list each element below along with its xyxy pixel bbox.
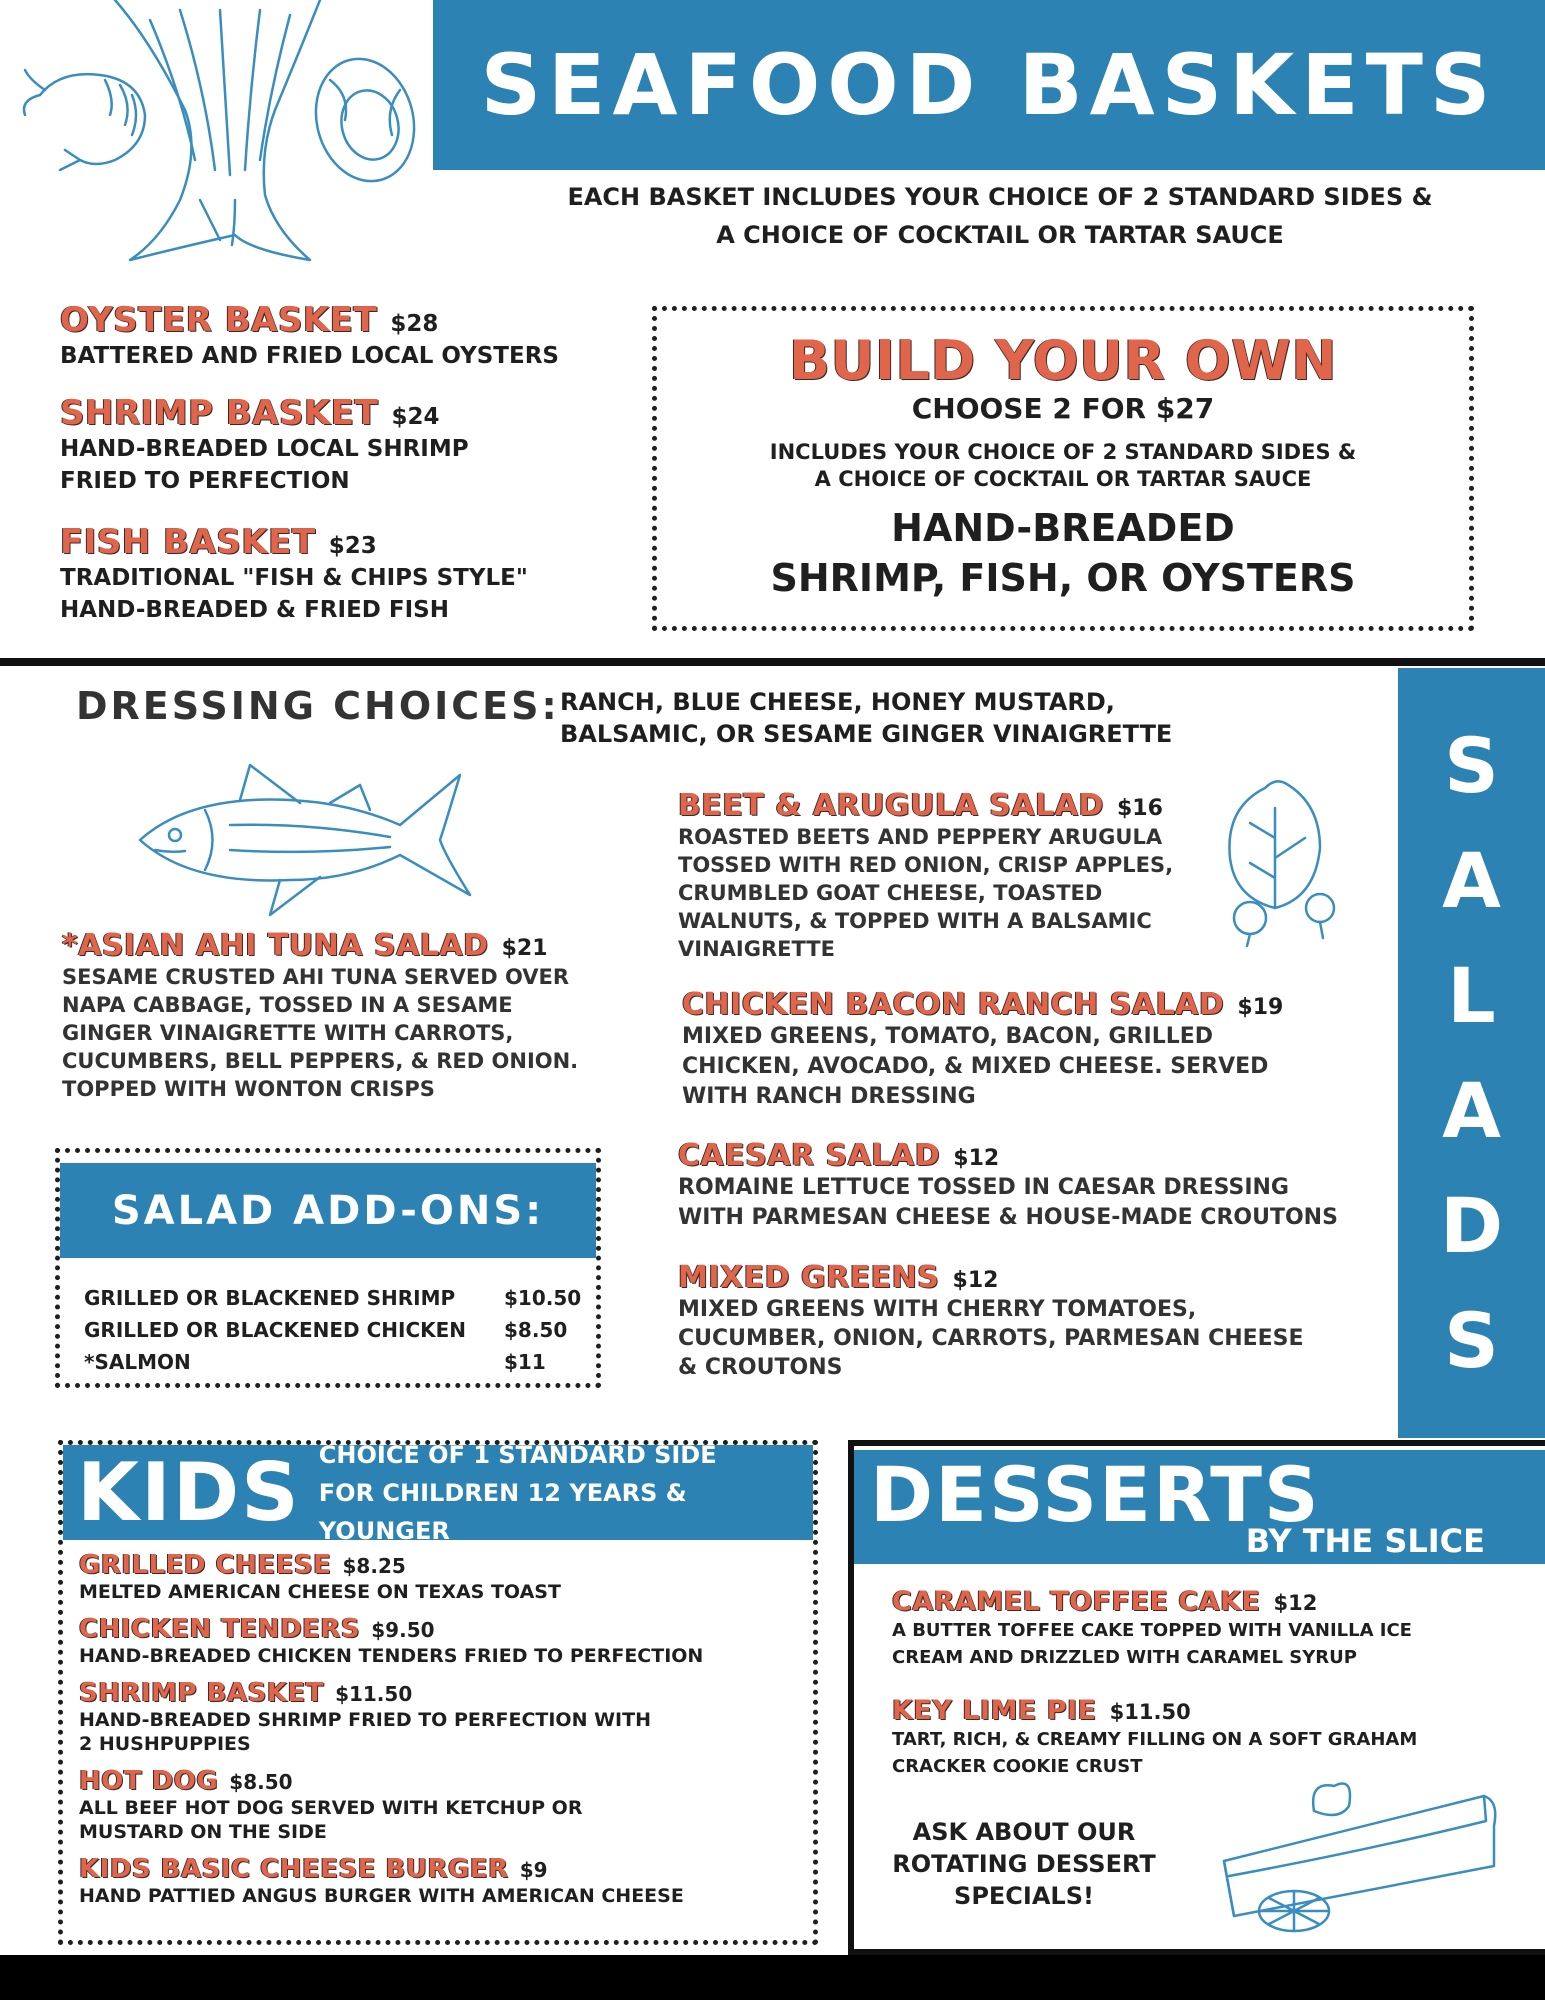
- addon-row: [84, 1282, 596, 1314]
- salads-letter: S: [1444, 721, 1499, 810]
- item-desc: MELTED AMERICAN CHEESE ON TEXAS TOAST: [79, 1581, 561, 1603]
- item-price: $11.50: [1109, 1700, 1191, 1724]
- item-desc: CRUMBLED GOAT CHEESE, TOASTED: [678, 881, 1103, 905]
- dressing-label: DRESSING CHOICES:: [76, 684, 560, 728]
- kids-list: [63, 1540, 813, 1908]
- item-name: *ASIAN AHI TUNA SALAD: [62, 928, 489, 963]
- item-price: $24: [391, 404, 440, 430]
- seafood-title: SEAFOOD BASKETS: [480, 36, 1498, 134]
- item-desc: TOPPED WITH WONTON CRISPS: [62, 1077, 435, 1101]
- specials-line1: ASK ABOUT OUR: [912, 1818, 1136, 1846]
- item-desc: ROMAINE LETTUCE TOSSED IN CAESAR DRESSING: [678, 1175, 1289, 1200]
- fish-tail-icon: [20, 0, 430, 270]
- desserts-box: [848, 1440, 1545, 1955]
- item-desc: ROASTED BEETS AND PEPPERY ARUGULA: [678, 825, 1163, 849]
- item-desc: GINGER VINAIGRETTE WITH CARROTS,: [62, 1021, 514, 1045]
- addons-title: SALAD ADD-ONS:: [111, 1187, 545, 1234]
- item-name: BEET & ARUGULA SALAD: [678, 788, 1104, 823]
- item-desc: SESAME CRUSTED AHI TUNA SERVED OVER: [62, 965, 570, 989]
- salads-letter: L: [1447, 951, 1496, 1040]
- tuna-icon: [130, 755, 480, 925]
- item-name: GRILLED CHEESE: [79, 1550, 332, 1580]
- item-desc: TRADITIONAL "FISH & CHIPS STYLE": [60, 565, 528, 591]
- build-your-own-box: [652, 306, 1474, 631]
- kids-item: [79, 1614, 813, 1668]
- seafood-icons: [20, 0, 430, 270]
- item-name: KIDS BASIC CHEESE BURGER: [79, 1854, 509, 1884]
- item-desc: TART, RICH, & CREAMY FILLING ON A SOFT GRAHAM: [892, 1729, 1418, 1750]
- item-price: $23: [328, 533, 377, 559]
- addon-label: GRILLED OR BLACKENED SHRIMP: [84, 1286, 456, 1310]
- item-price: $8.25: [342, 1554, 406, 1578]
- salad-item-caesar: [678, 1138, 1388, 1233]
- salads-letter: S: [1444, 1296, 1499, 1385]
- tuna-illustration: [130, 755, 480, 925]
- item-desc: CREAM AND DRIZZLED WITH CARAMEL SYRUP: [892, 1647, 1357, 1668]
- desserts-list: [854, 1564, 1545, 1780]
- desserts-subtitle: BY THE SLICE: [1245, 1522, 1485, 1560]
- item-desc: ALL BEEF HOT DOG SERVED WITH KETCHUP OR: [79, 1797, 583, 1819]
- addons-header: [60, 1163, 596, 1258]
- item-desc: 2 HUSHPUPPIES: [79, 1733, 251, 1755]
- desserts-header: [854, 1450, 1545, 1564]
- salad-item-mixed-greens: [678, 1260, 1388, 1382]
- seafood-item-oyster: [60, 300, 620, 372]
- item-desc: CUCUMBER, ONION, CARROTS, PARMESAN CHEESE: [678, 1326, 1304, 1351]
- item-name: SHRIMP BASKET: [60, 393, 379, 433]
- item-name: CHICKEN BACON RANCH SALAD: [682, 987, 1225, 1022]
- seafood-intro-line2: A CHOICE OF COCKTAIL OR TARTAR SAUCE: [716, 221, 1284, 249]
- item-name: SHRIMP BASKET: [79, 1678, 324, 1708]
- item-desc: HAND-BREADED CHICKEN TENDERS FRIED TO PERFECTION: [79, 1645, 704, 1667]
- item-desc: BATTERED AND FRIED LOCAL OYSTERS: [60, 343, 559, 369]
- specials-line2: ROTATING DESSERT: [892, 1850, 1156, 1878]
- addon-price: $8.50: [504, 1318, 568, 1342]
- oyster-icon: [303, 48, 428, 193]
- build-subtitle: CHOOSE 2 FOR $27: [911, 392, 1215, 425]
- addon-price: $10.50: [504, 1286, 582, 1310]
- build-note1: INCLUDES YOUR CHOICE OF 2 STANDARD SIDES &: [769, 440, 1357, 464]
- item-desc: CHICKEN, AVOCADO, & MIXED CHEESE. SERVED: [682, 1054, 1269, 1079]
- item-desc: CRACKER COOKIE CRUST: [892, 1756, 1143, 1777]
- shrimp-icon: [24, 70, 145, 170]
- build-choice1: HAND-BREADED: [891, 506, 1235, 550]
- item-desc: HAND-BREADED SHRIMP FRIED TO PERFECTION WITH: [79, 1709, 651, 1731]
- kids-item: [79, 1854, 813, 1908]
- item-price: $9: [519, 1858, 548, 1882]
- item-desc: MIXED GREENS, TOMATO, BACON, GRILLED: [682, 1024, 1214, 1049]
- item-desc: FRIED TO PERFECTION: [60, 468, 350, 494]
- item-desc: HAND PATTIED ANGUS BURGER WITH AMERICAN CHEESE: [79, 1885, 684, 1907]
- salads-side-banner: [1398, 668, 1545, 1438]
- build-title: BUILD YOUR OWN: [788, 329, 1338, 392]
- addon-price: $11: [504, 1350, 546, 1374]
- dessert-item: [892, 1586, 1545, 1671]
- item-name: HOT DOG: [79, 1766, 219, 1796]
- section-divider: [0, 658, 1545, 666]
- item-desc: A BUTTER TOFFEE CAKE TOPPED WITH VANILLA ICE: [892, 1620, 1412, 1641]
- desserts-title: DESSERTS: [870, 1450, 1321, 1539]
- item-desc: MIXED GREENS WITH CHERRY TOMATOES,: [678, 1297, 1197, 1322]
- item-price: $16: [1116, 796, 1163, 821]
- build-note2: A CHOICE OF COCKTAIL OR TARTAR SAUCE: [814, 467, 1312, 491]
- item-name: FISH BASKET: [60, 522, 316, 562]
- dressing-line2: BALSAMIC, OR SESAME GINGER VINAIGRETTE: [560, 720, 1173, 748]
- addon-label: GRILLED OR BLACKENED CHICKEN: [84, 1318, 467, 1342]
- lettuce-illustration: [1205, 768, 1355, 948]
- salad-item-ahi-tuna: [62, 928, 652, 1103]
- item-name: OYSTER BASKET: [60, 300, 378, 340]
- kids-item: [79, 1678, 813, 1756]
- item-price: $8.50: [229, 1770, 293, 1794]
- pie-slice-icon: [1214, 1766, 1514, 1941]
- item-price: $28: [390, 311, 439, 337]
- item-desc: WITH PARMESAN CHEESE & HOUSE-MADE CROUTONS: [678, 1205, 1338, 1230]
- item-price: $12: [953, 1146, 1000, 1171]
- pie-illustration: [1214, 1766, 1514, 1941]
- specials-line3: SPECIALS!: [954, 1882, 1094, 1910]
- item-desc: HAND-BREADED & FRIED FISH: [60, 597, 449, 623]
- kids-title: KIDS: [77, 1446, 301, 1539]
- addons-list: [60, 1258, 596, 1378]
- item-name: MIXED GREENS: [678, 1260, 940, 1295]
- seafood-item-shrimp: [60, 393, 620, 497]
- kids-box: [58, 1440, 818, 1945]
- salad-addons-box: [55, 1148, 601, 1388]
- kids-note: [319, 1436, 813, 1550]
- salad-item-chicken-bacon-ranch: [682, 987, 1382, 1112]
- lettuce-beet-icon: [1205, 768, 1355, 948]
- addon-row: [84, 1314, 596, 1346]
- kids-note2: FOR CHILDREN 12 YEARS & YOUNGER: [318, 1478, 687, 1545]
- kids-note1: CHOICE OF 1 STANDARD SIDE: [318, 1440, 717, 1469]
- item-name: CAESAR SALAD: [678, 1138, 941, 1173]
- dressing-line1: RANCH, BLUE CHEESE, HONEY MUSTARD,: [560, 688, 1115, 716]
- item-name: KEY LIME PIE: [892, 1695, 1097, 1726]
- dressing-choices: [560, 686, 1172, 750]
- item-name: CARAMEL TOFFEE CAKE: [892, 1586, 1261, 1617]
- item-desc: NAPA CABBAGE, TOSSED IN A SESAME: [62, 993, 513, 1017]
- kids-item: [79, 1766, 813, 1844]
- seafood-title-banner: [433, 0, 1545, 170]
- bottom-bar: [0, 1955, 1545, 2000]
- addon-label: *SALMON: [84, 1350, 191, 1374]
- salads-letter: A: [1442, 1066, 1501, 1155]
- item-price: $12: [1273, 1591, 1318, 1615]
- item-desc: WALNUTS, & TOPPED WITH A BALSAMIC: [678, 909, 1152, 933]
- item-price: $12: [952, 1268, 999, 1293]
- dessert-specials: [874, 1816, 1174, 1912]
- item-price: $21: [501, 936, 548, 961]
- item-name: CHICKEN TENDERS: [79, 1614, 361, 1644]
- seafood-item-fish: [60, 522, 620, 626]
- item-desc: & CROUTONS: [678, 1355, 843, 1380]
- item-desc: TOSSED WITH RED ONION, CRISP APPLES,: [678, 853, 1174, 877]
- seafood-intro: [470, 178, 1530, 254]
- build-choice2: SHRIMP, FISH, OR OYSTERS: [770, 556, 1356, 600]
- item-desc: HAND-BREADED LOCAL SHRIMP: [60, 436, 469, 462]
- addon-row: [84, 1346, 596, 1378]
- kids-item: [79, 1550, 813, 1604]
- seafood-intro-line1: EACH BASKET INCLUDES YOUR CHOICE OF 2 STANDARD SIDES &: [567, 183, 1433, 211]
- item-desc: VINAIGRETTE: [678, 937, 835, 961]
- item-desc: MUSTARD ON THE SIDE: [79, 1821, 327, 1843]
- item-price: $11.50: [335, 1682, 413, 1706]
- salad-item-beet-arugula: [678, 788, 1218, 963]
- salads-letter: A: [1442, 836, 1501, 925]
- item-price: $9.50: [371, 1618, 435, 1642]
- kids-header: [63, 1440, 813, 1545]
- item-desc: WITH RANCH DRESSING: [682, 1084, 976, 1109]
- item-desc: CUCUMBERS, BELL PEPPERS, & RED ONION.: [62, 1049, 579, 1073]
- salads-letter: D: [1439, 1181, 1504, 1270]
- item-price: $19: [1237, 995, 1284, 1020]
